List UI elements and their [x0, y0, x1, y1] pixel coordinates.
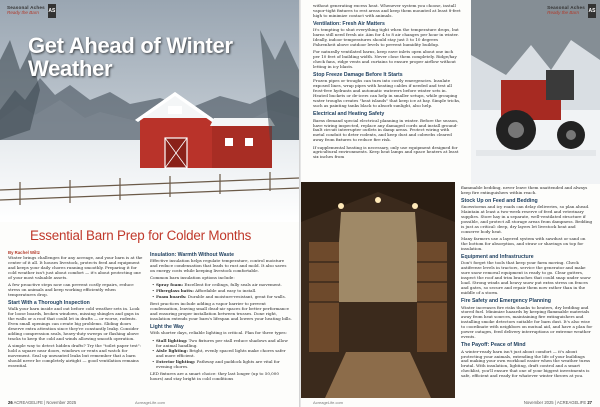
section-mark: AS [48, 4, 56, 18]
paragraph: With shorter days, reliable lighting is critical. Plan for three types: [150, 330, 287, 336]
right-column-1 [313, 4, 461, 163]
section-heading: Insulation: Warmth Without Waste [150, 252, 235, 258]
section-subname: Ready the Barn [547, 10, 580, 16]
paragraph: LED fixtures are a smart choice: they last longer (up to 50,000 hours) and stay bright in cold conditions [150, 371, 279, 382]
left-column-2 [150, 250, 292, 384]
paragraph: Common barn insulation options include: [150, 275, 235, 281]
paragraph: Frozen pipes or troughs can turn into costly emergencies. Insulate exposed lines, wrap pipes with heating cables if needed and test all frost-free hydrants and automatic waterers before winter sets in. Heated buckets or de-icers can help in smaller setups, while grouping water troughs creates "heat islands" that keep ice at bay. Simple tricks, such as painting tanks black to absorb sunlight, also help. [313, 78, 461, 109]
paragraph: A winter-ready barn isn't just about comfort — it's about protecting your animals, extending the life of your buildings and making your own workload easier when the weather turns brutal. With insulation, lighting, draft control and a smart checklist, you'll ensure that one of your biggest investments is safe, efficient and ready for whatever winter throws at you. [461, 348, 591, 379]
section-heading: The Payoff: Peace of Mind [461, 342, 526, 349]
magazine-name: ACREAGELIFE [13, 400, 43, 405]
list-item: • Fiberglass batts: Affordable and easy to install. [152, 289, 292, 294]
paragraph: without generating excess heat. Whenever system you choose, install vapor-tight fixtures to rest areas and keep them mounted at least 8-feet high to minimize contact with animals. [313, 3, 461, 18]
paragraph: Winter increases fire risks thanks to heaters, dry bedding and stored fuel. Minimize hazards by keeping flammable materials away from heat sources, maintaining fire extinguishers and installing smoke detectors suitable for barn dust. It's also wise to coordinate with neighbors on mutual aid, and have a plan for power outages, feed delivery interruptions or extreme weather events. [461, 304, 593, 340]
byline: By Rachel Wiltz [8, 250, 40, 255]
paragraph: Effective insulation helps regulate temperature, control moisture and reduce condensation that leads to rust and mold. It also saves on energy costs while keeping livestock comfortable. [150, 258, 287, 274]
paragraph: Snowstorms and icy roads can delay deliveries, so plan ahead. Maintain at least a two-week reserve of feed and veterinary supplies. Store hay in a separate, well-ventilated structure if possible, and protect all storage areas from dampness. Bedding is just as critical: deep, dry layers let livestock heat and conserve body heat. [461, 204, 593, 235]
section-heading: Stop Freeze Damage Before It Starts [313, 72, 403, 79]
right-footer-url[interactable]: AcreageLife.com [313, 400, 344, 405]
lighting-list [152, 339, 292, 370]
paragraph: A simple way to detect hidden drafts? Try the "toilet paper test": hold a square near doors, windows or vents and watch for movement. Seal up unwanted leaks but remember that a barn should never be completely airtight — good ventilation remains essential. [8, 343, 142, 368]
paragraph: Don't forget the tools that keep your farm moving. Check antifreeze levels in tractors, service the generator and make sure snow removal equipment is ready to go. Clear gutters, inspect the roof and trim branches that could snap under snow load. Strong winds and heavy snow put extra stress on fences and gates, so secure and repair them now rather than in the middle of a storm. [461, 260, 591, 296]
tractor-snow-photo [471, 0, 600, 184]
magazine-name: ACREAGELIFE [556, 400, 587, 405]
page-number: 26 [8, 400, 13, 405]
section-heading: Ventilation: Fresh Air Matters [313, 21, 385, 28]
section-heading: Electrical and Heating Safety [313, 111, 385, 118]
article-title: Get Ahead of Winter Weather [28, 33, 233, 81]
list-item: • Spray foam: Excellent for ceilings, fully seals air movement. [152, 283, 292, 288]
paragraph: Walk your barn inside and out before cold weather sets in. Look for loose boards, broken windows, missing shingles and gaps in the walls or a roof that could let in drafts — or worse, rodents. Even small openings can create big problems. Sliding doors deserve extra attention since they're constantly leaky. Consider adding compression seals, heavy-duty sweeps or flashing above tracks to keep the cold and winds allowing smooth operation. [8, 306, 140, 341]
list-item: • Stall lighting: Two fixtures per stall reduce shadows and allow for animal handling. [152, 339, 292, 349]
section-heading: Start With a Thorough Inspection [8, 300, 90, 306]
section-name: Seasonal Aches [547, 5, 585, 10]
paragraph: Best practices include adding a vapor barrier to prevent condensation, leaving small dead-air spaces for better performance and ensuring proper installation between trusses. Done right, insulation extends your barn's lifespan and lowers your heating bills. [150, 301, 292, 322]
list-item: • Aisle lighting: Bright, evenly spaced lights make chores safer and more efficient. [152, 349, 292, 359]
list-item: • Exterior lighting: Pathway and paddock lights are vital for evening chores. [152, 360, 292, 370]
left-footer-url[interactable]: AcreageLife.com [135, 400, 166, 405]
paragraph: It's tempting to shut everything tight when the temperature drops, but barns still need fresh air. Aim for 4 to 8 air changes per hour in winter. Ideally, indoor temperatures should stay just 5 to 10 degrees Fahrenheit above outdoor levels to prevent humidity buildup. [313, 27, 459, 48]
section-heading: Light the Way [150, 324, 184, 331]
left-page [0, 0, 299, 407]
section-subname: Ready the Barn [7, 10, 39, 16]
paragraph: For naturally ventilated barns, keep eave inlets open about one inch per 10 feet of building width. Never close them completely. Ridge/hay check fans, ridge vents and curtains to ensure proper airflow without letting in icy blasts. [313, 49, 457, 70]
article-subtitle: Essential Barn Prep for Colder Months [30, 228, 252, 243]
paragraph: Many farmers use a layered system with sawdust or sand on the bottom for absorption, and straw or shavings on top for insulation. [461, 236, 586, 252]
barn-interior-photo [301, 182, 455, 398]
insulation-list [152, 283, 292, 299]
right-footer: November 2025 | ACREAGELIFE 27 [523, 400, 592, 405]
section-mark: AS [588, 4, 596, 18]
section-heading: Stock Up on Feed and Bedding [461, 198, 538, 205]
list-item: • Foam boards: Durable and moisture-resistant, great for walls. [152, 295, 292, 300]
paragraph: Winter brings challenges for any acreage, and your barn is at the center of it all. It houses livestock, protects feed and equipment and keeps your daily chores running smoothly. Preparing it for cold weather isn't just about comfort — it's about protecting one of your most valuable assets. [8, 255, 143, 280]
page-number: 27 [587, 400, 592, 405]
paragraph: A few proactive steps now can prevent costly repairs, reduce stress on animals and keep working efficiently when temperatures drop. [8, 281, 134, 297]
paragraph: flammable bedding, never leave them unattended and always keep fire extinguishers within reach. [461, 185, 588, 195]
right-column-2 [461, 186, 593, 381]
left-column-1 [8, 256, 143, 371]
left-footer: 26 ACREAGELIFE | November 2025 [8, 400, 77, 405]
section-tab-left [4, 4, 56, 18]
paragraph: If supplemental heating is necessary, only use equipment designed for agricultural environments. Keep heat lamps and space heaters at least six inches from [313, 144, 459, 160]
section-tab-right [544, 4, 596, 18]
issue-date: November 2025 [523, 400, 554, 405]
paragraph: Barns demand special electrical planning in winter. Before the season, have wiring inspected, replace any damaged cords and install ground-fault circuit interrupter outlets in damp areas. Protect wiring with metal conduit to deter rodents, and keep dust and cobwebs cleared away from fixtures to reduce fire risk. [313, 117, 459, 143]
section-name: Seasonal Aches [7, 5, 45, 10]
section-heading: Fire Safety and Emergency Planning [461, 298, 551, 305]
section-heading: Equipment and Infrastructure [461, 254, 534, 261]
right-page [301, 0, 600, 407]
issue-date: November 2025 [46, 400, 77, 405]
